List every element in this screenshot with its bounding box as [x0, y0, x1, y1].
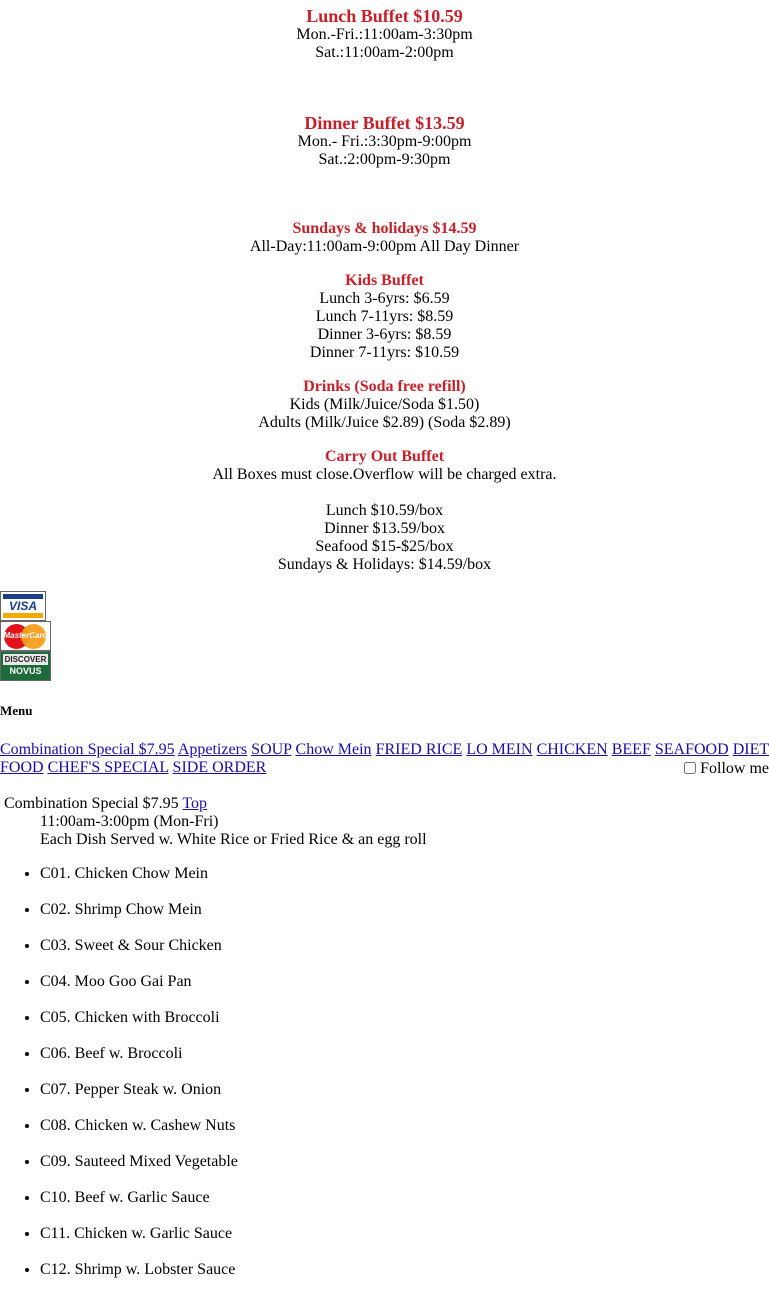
- menu-category-nav: [0, 741, 769, 777]
- accepted-cards: [0, 591, 51, 681]
- visa-card-logo: VISA: [0, 591, 46, 621]
- top-link[interactable]: Top: [182, 795, 208, 812]
- sunday-buffet-block: [0, 220, 769, 256]
- carry-out-note: All Boxes must close.Overflow will be charged extra.: [212, 466, 557, 483]
- carry-out-price-line: Lunch $10.59/box: [325, 502, 444, 519]
- nav-link-side-order[interactable]: SIDE ORDER: [172, 759, 267, 776]
- nav-link-fried-rice[interactable]: FRIED RICE: [375, 741, 463, 758]
- menu-item: • C12. Shrimp w. Lobster Sauce: [40, 1261, 238, 1279]
- drinks-adults-price: Adults (Milk/Juice $2.89) (Soda $2.89): [258, 414, 511, 431]
- combination-items-list: [40, 865, 238, 1297]
- nav-link-soup[interactable]: SOUP: [251, 741, 292, 758]
- nav-link-diet-food[interactable]: DIET FOOD: [0, 741, 769, 776]
- drinks-title: Drinks (Soda free refill): [303, 378, 466, 395]
- menu-item: • C05. Chicken with Broccoli: [40, 1009, 238, 1027]
- nav-link-chow-mein[interactable]: Chow Mein: [295, 741, 372, 758]
- sunday-hours: All-Day:11:00am-9:00pm All Day Dinner: [249, 238, 520, 255]
- section-note: Each Dish Served w. White Rice or Fried Rice & an egg roll: [40, 831, 427, 848]
- menu-item: • C07. Pepper Steak w. Onion: [40, 1081, 238, 1099]
- dinner-hours-weekday: Mon.- Fri.:3:30pm-9:00pm: [297, 133, 472, 150]
- follow-me-toggle[interactable]: [684, 760, 769, 778]
- lunch-buffet-title: Lunch Buffet $10.59: [306, 6, 463, 26]
- menu-item: • C09. Sauteed Mixed Vegetable: [40, 1153, 238, 1171]
- section-header: [4, 795, 207, 813]
- follow-me-label: Follow me: [700, 760, 769, 777]
- carry-out-title: Carry Out Buffet: [324, 448, 445, 465]
- carry-out-price-line: Dinner $13.59/box: [324, 520, 445, 537]
- nav-link-seafood[interactable]: SEAFOOD: [654, 741, 729, 758]
- dinner-hours-saturday: Sat.:2:00pm-9:30pm: [318, 151, 451, 168]
- nav-link-chicken[interactable]: CHICKEN: [536, 741, 608, 758]
- menu-item: • C02. Shrimp Chow Mein: [40, 901, 238, 919]
- discover-novus-logo: DISCOVER NOVUS: [0, 651, 51, 681]
- menu-item: • C08. Chicken w. Cashew Nuts: [40, 1117, 238, 1135]
- drinks-kids-price: Kids (Milk/Juice/Soda $1.50): [289, 396, 480, 413]
- menu-item: • C04. Moo Goo Gai Pan: [40, 973, 238, 991]
- menu-heading: Menu: [0, 703, 33, 718]
- dinner-buffet-title: Dinner Buffet $13.59: [304, 113, 465, 133]
- follow-me-checkbox[interactable]: [684, 762, 696, 774]
- nav-link-chefs-special[interactable]: CHEF'S SPECIAL: [47, 759, 169, 776]
- nav-link-combination-special[interactable]: Combination Special $7.95: [0, 741, 175, 758]
- menu-item: • C06. Beef w. Broccoli: [40, 1045, 238, 1063]
- nav-link-lo-mein[interactable]: LO MEIN: [466, 741, 533, 758]
- section-hours: 11:00am-3:00pm (Mon-Fri): [40, 813, 219, 830]
- kids-price-line: Lunch 7-11yrs: $8.59: [315, 308, 454, 325]
- kids-price-line: Dinner 7-11yrs: $10.59: [309, 344, 460, 361]
- menu-item: • C01. Chicken Chow Mein: [40, 865, 238, 883]
- nav-link-beef[interactable]: BEEF: [611, 741, 651, 758]
- menu-item: • C11. Chicken w. Garlic Sauce: [40, 1225, 238, 1243]
- lunch-hours-saturday: Sat.:11:00am-2:00pm: [315, 44, 454, 61]
- kids-price-line: Dinner 3-6yrs: $8.59: [317, 326, 452, 343]
- dinner-buffet-block: [0, 113, 769, 169]
- kids-price-line: Lunch 3-6yrs: $6.59: [319, 290, 450, 307]
- sunday-buffet-title: Sundays & holidays $14.59: [292, 220, 477, 237]
- section-title: Combination Special $7.95: [4, 795, 179, 812]
- carry-out-price-line: Sundays & Holidays: $14.59/box: [277, 556, 492, 573]
- carry-out-price-line: Seafood $15-$25/box: [315, 538, 454, 555]
- carry-out-block: [0, 448, 769, 574]
- mastercard-logo: MasterCard: [0, 621, 51, 651]
- menu-item: • C10. Beef w. Garlic Sauce: [40, 1189, 238, 1207]
- kids-buffet-title: Kids Buffet: [345, 272, 424, 289]
- drinks-block: [0, 378, 769, 432]
- lunch-hours-weekday: Mon.-Fri.:11:00am-3:30pm: [296, 26, 473, 43]
- kids-buffet-block: [0, 272, 769, 362]
- menu-item: • C03. Sweet & Sour Chicken: [40, 937, 238, 955]
- lunch-buffet-block: [0, 6, 769, 62]
- nav-link-appetizers[interactable]: Appetizers: [177, 741, 248, 758]
